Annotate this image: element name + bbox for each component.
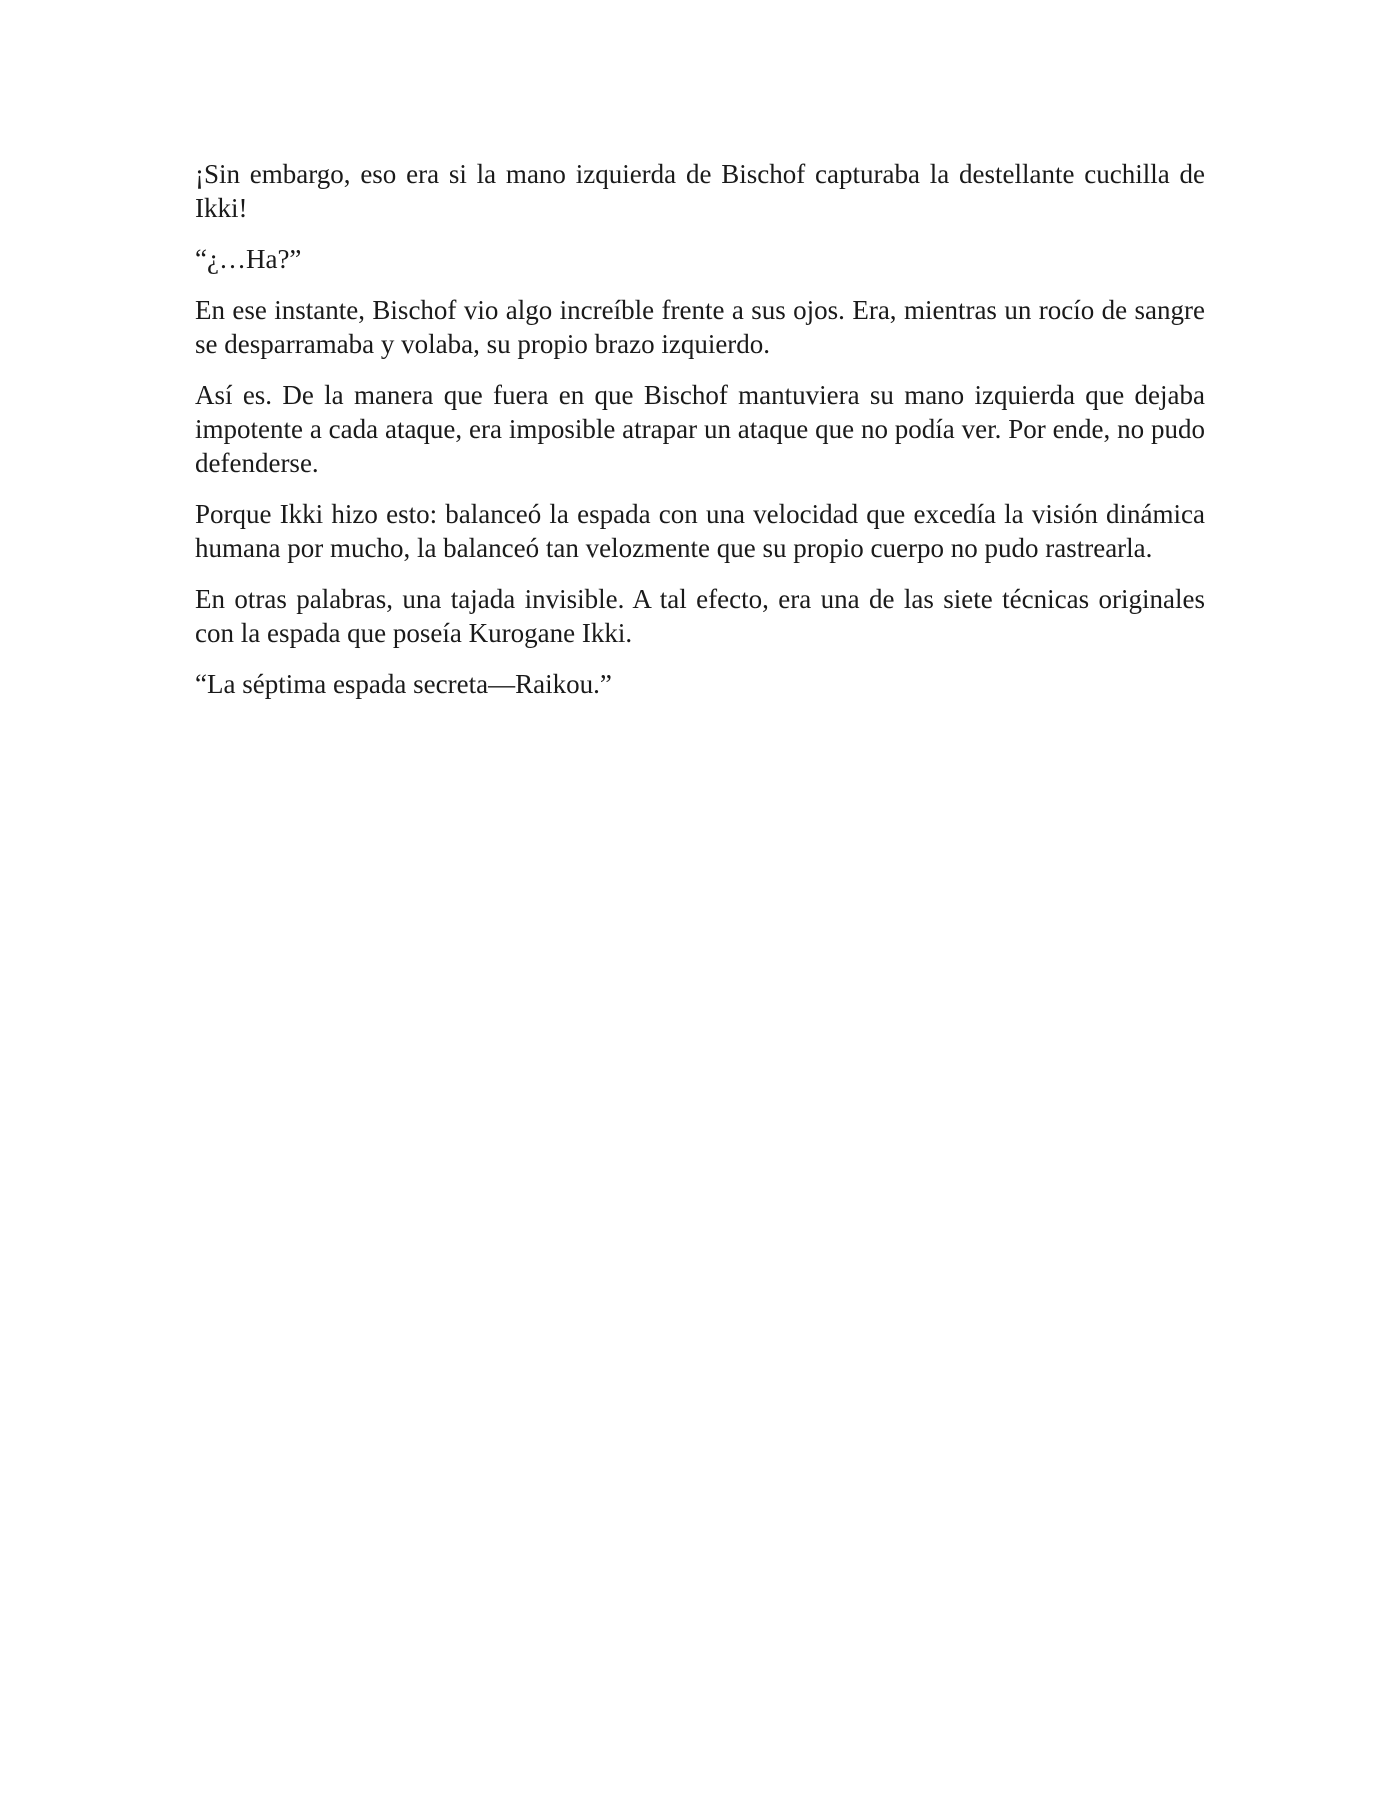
- paragraph-6: En otras palabras, una tajada invisible. A tal efecto, era una de las siete técnicas originales con la espada que poseía Kurogane Ikki.: [195, 584, 1205, 648]
- paragraph-7: “La séptima espada secreta—Raikou.”: [195, 669, 612, 699]
- paragraph-4: Así es. De la manera que fuera en que Bischof mantuviera su mano izquierda que dejaba impotente a cada ataque, era imposible atrapar un ataque que no podía ver. Por ende, no pudo defenderse.: [195, 380, 1205, 478]
- paragraph-1: ¡Sin embargo, eso era si la mano izquierda de Bischof capturaba la destellante cuchilla de Ikki!: [195, 159, 1205, 223]
- paragraph-2: “¿…Ha?”: [195, 244, 302, 274]
- body-text: [195, 157, 1205, 718]
- paragraph-3: En ese instante, Bischof vio algo increíble frente a sus ojos. Era, mientras un rocío de sangre se desparramaba y volaba, su propio brazo izquierdo.: [195, 295, 1205, 359]
- paragraph-5: Porque Ikki hizo esto: balanceó la espada con una velocidad que excedía la visión dinámica humana por mucho, la balanceó tan velozmente que su propio cuerpo no pudo rastrearla.: [195, 499, 1205, 563]
